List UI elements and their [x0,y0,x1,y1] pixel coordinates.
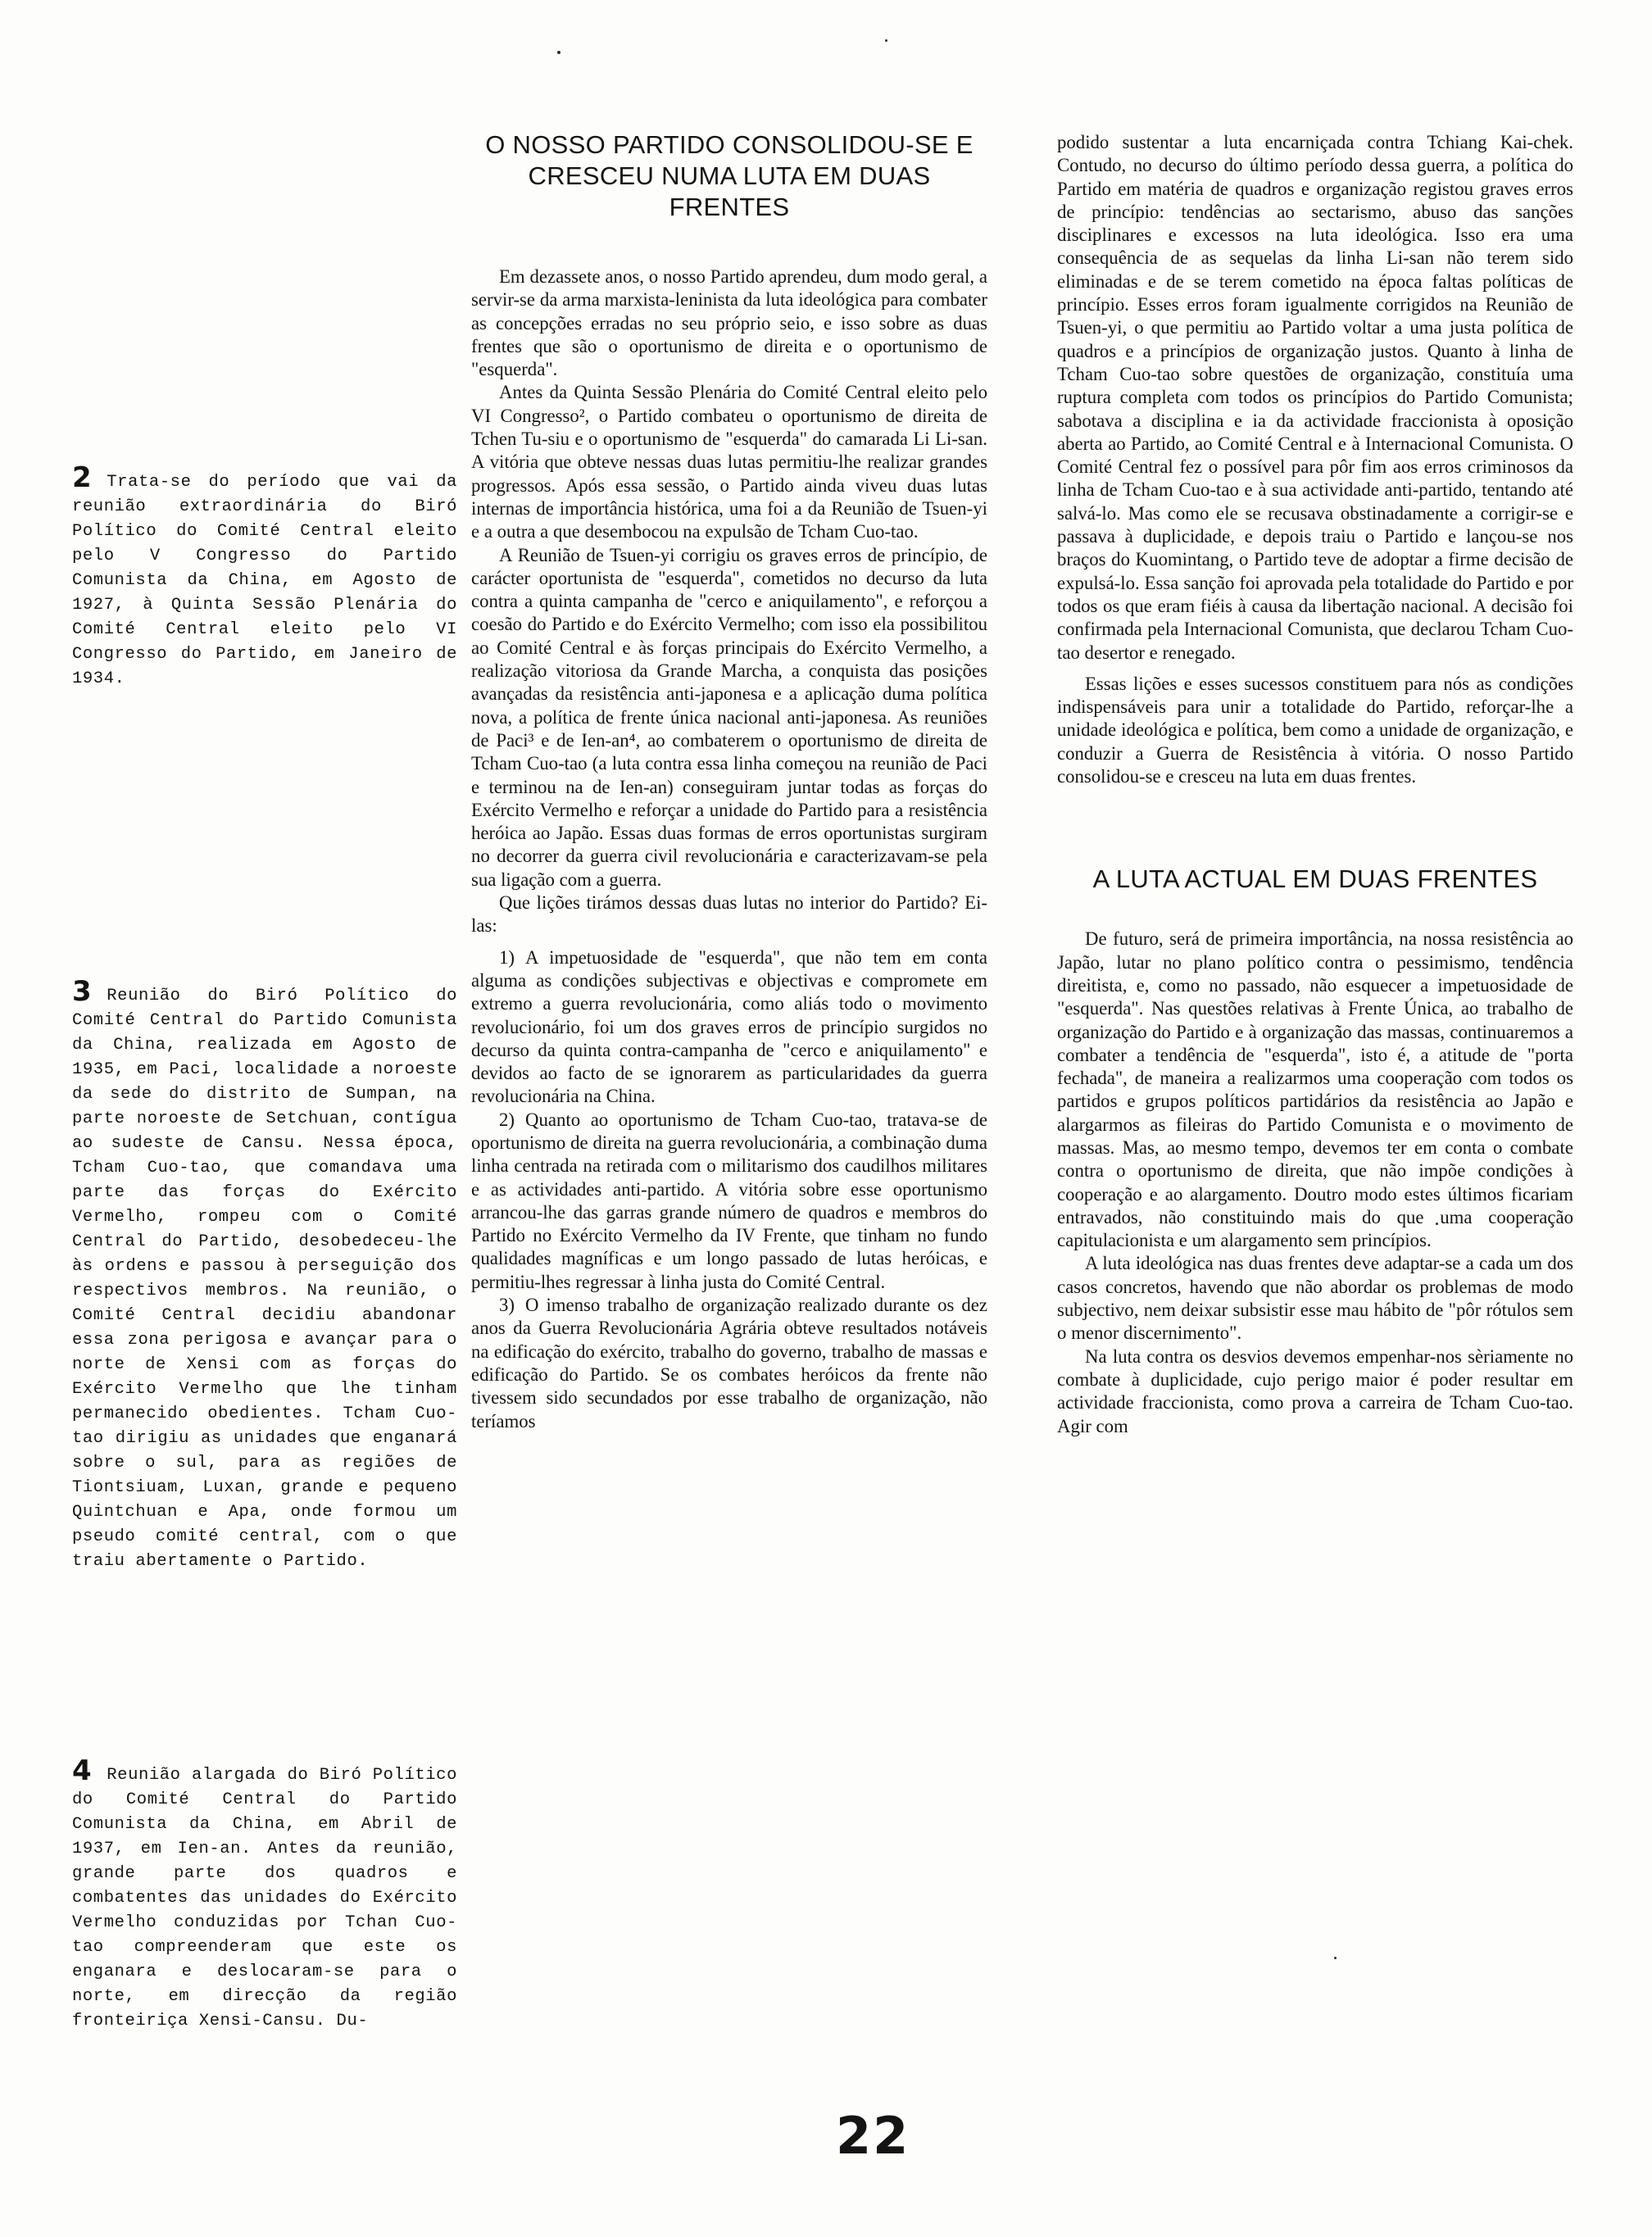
paragraph: A Reunião de Tsuen-yi corrigiu os graves erros de princípio, de carácter oportunista de "esquerda", cometidos no decurso da luta contra a quinta campanha de "cerco e aniquilamento", e reforçou a coesão do Partido e do Exército Vermelho; com isso ela possibilitou ao Comité Central e às forças principais do Exército Vermelho, a realização vitoriosa da Grande Marcha, a conquista das posições avançadas da resistência anti-japonesa e a aplicação duma política nova, a política de frente única nacional anti-japonesa. As reuniões de Paci³ e de Ien-an⁴, ao combaterem o oportunismo de direita de Tcham Cuo-tao (a luta contra essa linha começou na reunião de Paci e terminou na de Ien-an) conseguiram juntar todas as forças do Exército Vermelho e reforçar a unidade do Partido para a resistência heróica ao Japão. Essas duas formas de erros oportunistas surgiram no decorrer da guerra civil revolucionária e caracterizavam-se pela sua ligação com a guerra. [471,544,987,890]
scan-speck [557,51,560,54]
list-item [471,1109,987,1294]
list-item [471,1294,987,1433]
paragraph: podido sustentar a luta encarniçada contra Tchiang Kai-chek. Contudo, no decurso do último período dessa guerra, a política do Partido em matéria de quadros e organização registou graves erros de princípio: tendências ao sectarismo, abuso das sanções disciplinares e excessos na luta ideológica. Isso era uma consequência de as sequelas da linha Li-san não terem sido eliminadas e de se terem cometido na época faltas políticas de princípio. Esses erros foram igualmente corrigidos na Reunião de Tsuen-yi, o que permitiu ao Partido voltar a uma justa política de quadros e a princípios de organização justos. Quanto à linha de Tcham Cuo-tao sobre questões de organização, constituía uma ruptura completa com todos os princípios do Partido Comunista; sabotava a disciplina e ia da actividade fraccionista à oposição aberta ao Partido, ao Comité Central e à Internacional Comunista. O Comité Central fez o possível para pôr fim aos erros criminosos da linha de Tcham Cuo-tao e à sua actividade anti-partido, tentando até salvá-lo. Mas como ele se recusava obstinadamente a corrigir-se e passava à duplicidade, e depois traiu o Partido e lançou-se nos braços do Kuomintang, o Partido teve de adoptar a firme decisão de expulsá-lo. Essa sanção foi aprovada pela totalidade do Partido e por todos os que eram fiéis à causa da libertação nacional. A decisão foi confirmada pela Internacional Comunista, que declarou Tcham Cuo-tao desertor e renegado. [1057,132,1573,663]
footnote-number: 2 [72,461,93,494]
list-item-number: 1) [499,946,515,968]
section-title: O NOSSO PARTIDO CONSOLIDOU-SE E CRESCEU NUMA LUTA EM DUAS FRENTES [485,130,974,221]
right-column [1057,131,1573,1438]
paragraph: Essas lições e esses sucessos constituem para nós as condições indispensáveis para unir a totalidade do Partido, reforçar-lhe a unidade ideológica e política, bem como a unidade de organização, e conduzir a Guerra de Resistência à vitória. O nosso Partido consolidou-se e cresceu na luta em duas frentes. [1057,673,1573,787]
footnote-3 [72,975,457,1574]
middle-column [471,129,987,1433]
footnote-text: Trata-se do período que vai da reunião extraordinária do Biró Político do Comité Central eleito pelo V Congresso do Partido Comunista da China, em Agosto de 1927, à Quinta Sessão Plenária do Comité Central eleito pelo VI Congresso do Partido, em Janeiro de 1934. [72,473,457,688]
list-item-number: 2) [499,1109,515,1130]
footnote-number: 4 [72,1754,93,1787]
list-item-text: O imenso trabalho de organização realizado durante os dez anos da Guerra Revolucionária Agrária obteve resultados notáveis na edificação do exército, trabalho do governo, trabalho de massas e edificação do Partido. Se os combates heróicos da frente não tivessem sido secundados por esse trabalho de organização, não teríamos [471,1295,987,1432]
footnote-text: Reunião do Biró Político do Comité Central do Partido Comunista da China, realizada em Agosto de 1935, em Paci, localidade a noroeste da sede do distrito de Sumpan, na parte noroeste de Setchuan, contígua ao sudeste de Cansu. Nessa época, Tcham Cuo-tao, que comandava uma parte das forças do Exército Vermelho, rompeu com o Comité Central do Partido, desobedeceu-lhe às ordens e passou à perseguição dos respectivos membros. Na reunião, o Comité Central decidiu abandonar essa zona perigosa e avançar para o norte de Xensi com as forças do Exército Vermelho que lhe tinham permanecido obedientes. Tcham Cuo-tao dirigiu as unidades que enganará sobre o sul, para as regiões de Tiontsiuam, Luxan, grande e pequeno Quintchuan e Apa, onde formou um pseudo comité central, com o que traiu abertamente o Partido. [72,987,457,1571]
list-item [471,946,987,1109]
paragraph: A luta ideológica nas duas frentes deve adaptar-se a cada um dos casos concretos, havendo que não abordar os problemas de modo subjectivo, nem deixar subsistir esse mau hábito de "pôr rótulos sem o menor discernimento". [1057,1253,1573,1344]
footnote-text: Reunião alargada do Biró Político do Comité Central do Partido Comunista da China, em Abril de 1937, em Ien-an. Antes da reunião, grande parte dos quadros e combatentes das unidades do Exército Vermelho conduzidas por Tchan Cuo-tao compreenderam que este os enganara e deslocaram-se para o norte, em direcção da região fronteiriça Xensi-Cansu. Du- [72,1766,457,2031]
list-item-text: Quanto ao oportunismo de Tcham Cuo-tao, tratava-se de oportunismo de direita na guerra revolucionária, a combinação duma linha centrada na retirada com o militarismo dos caudilhos militares e as actividades anti-partido. A vitória sobre esse oportunismo arrancou-lhe das garras grande número de quadros e membros do Partido no Exército Vermelho da IV Frente, que tinham no fundo qualidades magníficas e um longo passado de lutas heróicas, e permitiu-lhes regressar à linha justa do Comité Central. [471,1109,987,1292]
section-title: A LUTA ACTUAL EM DUAS FRENTES [1092,864,1538,894]
paragraph: Em dezassete anos, o nosso Partido aprendeu, dum modo geral, a servir-se da arma marxista-leninista da luta ideológica para combater as concepções erradas no seu próprio seio, e isso sobre as duas frentes que são o oportunismo de direita e o oportunismo de "esquerda". [471,266,987,380]
paragraph: Que lições tirámos dessas duas lutas no interior do Partido? Ei-las: [471,892,987,937]
scan-speck [885,39,887,42]
footnote-2 [72,461,457,692]
paragraph: Antes da Quinta Sessão Plenária do Comité Central eleito pelo VI Congresso², o Partido combateu o oportunismo de direita de Tchen Tu-siu e o oportunismo de "esquerda" do camarada Li Li-san. A vitória que obteve nessas duas lutas permitiu-lhe realizar grandes progressos. Após essa sessão, o Partido ainda viveu duas lutas internas de importância histórica, uma foi a da Reunião de Tsuen-yi e a outra a que desembocou na expulsão de Tcham Cuo-tao. [471,382,987,542]
footnote-number: 3 [72,975,93,1008]
list-item-number: 3) [499,1295,515,1316]
paragraph: Na luta contra os desvios devemos empenhar-nos sèriamente no combate à duplicidade, cujo perigo maior é poder resultar em actividade fraccionista, como prova a carreira de Tcham Cuo-tao. Agir com [1057,1345,1573,1436]
page-number: 22 [836,2106,910,2166]
paragraph: De futuro, será de primeira importância, na nossa resistência ao Japão, lutar no plano político contra o pessimismo, tendência direitista, e, como no passado, não esquecer a impetuosidade de "esquerda". Nas questões relativas à Frente Única, ao trabalho de organização do Partido e à organização das massas, continuaremos a combater a tendência de "esquerda", isto é, a atitude de "porta fechada", de maneira a realizarmos uma cooperação com todos os partidos e grupos políticos partidários da resistência ao Japão e alargarmos as fileiras do Partido Comunista e o movimento de massas. Mas, ao mesmo tempo, devemos ter em conta o combate contra o oportunismo de direita, que não impõe condições à cooperação e ao alargamento. Doutro modo estes últimos ficariam entravados, não constituindo mais do que uma cooperação capitulacionista e um alargamento sem princípios. [1057,928,1573,1251]
footnote-4 [72,1754,457,2034]
scan-speck [1334,1957,1337,1959]
list-item-text: A impetuosidade de "esquerda", que não tem em conta alguma as condições subjectivas e objectivas e compromete em extremo a guerra revolucionária, como aliás todo o movimento revolucionário, foi um dos graves erros de princípio surgidos no decurso da quinta contra-campanha de "cerco e aniquilamento" e devidos ao facto de se ignorarem as particularidades da guerra revolucionária na China. [471,946,987,1107]
